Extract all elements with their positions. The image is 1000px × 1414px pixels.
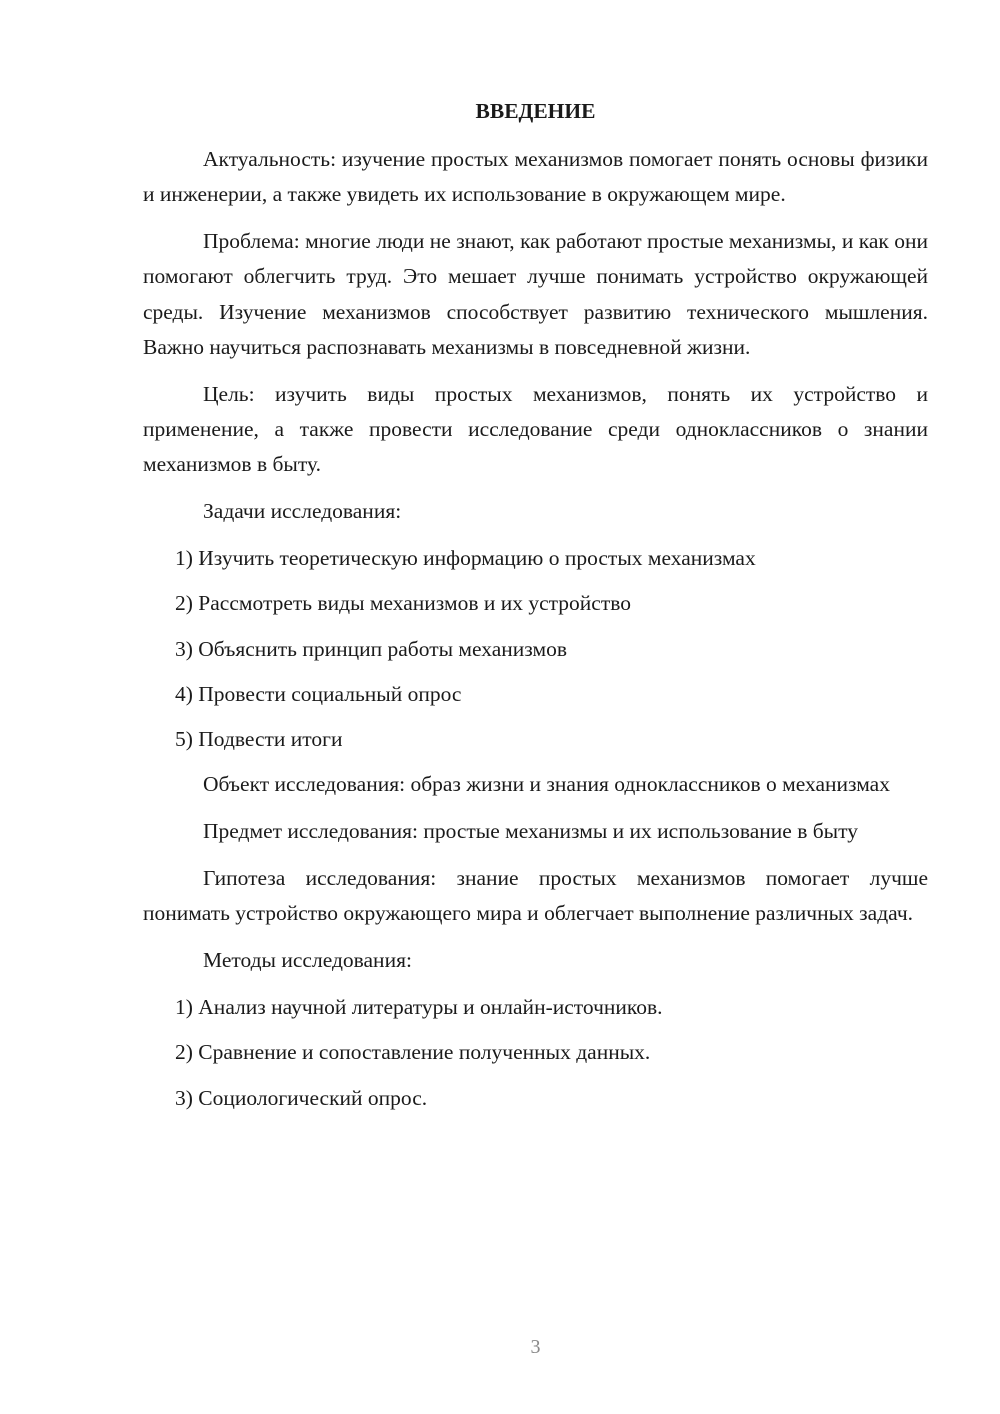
methods-heading: Методы исследования: (203, 948, 412, 973)
subject-paragraph: Предмет исследования: простые механизмы и их использование в быту (203, 819, 858, 844)
list-item: 3) Объяснить принцип работы механизмов (175, 636, 568, 661)
problem-paragraph: Проблема: многие люди не знают, как работают простые механизмы, и как они помогают облегчить труд. Это мешает лучше понимать устройство окружающей среды. Изучение механизмов способствует развитию технического мышления. Важно научиться распознавать механизмы в повседневной жизни. (143, 229, 928, 359)
object-paragraph: Объект исследования: образ жизни и знания одноклассников о механизмах (203, 772, 890, 797)
list-item: 1) Анализ научной литературы и онлайн-источников. (175, 994, 663, 1019)
methods-list (143, 990, 928, 1116)
document-page (143, 0, 928, 1414)
tasks-heading: Задачи исследования: (203, 499, 402, 524)
hypothesis-paragraph: Гипотеза исследования: знание простых механизмов помогает лучше понимать устройство окружающего мира и облегчает выполнение различных задач. (143, 866, 928, 926)
list-item: 5) Подвести итоги (175, 727, 343, 752)
page-title: ВВЕДЕНИЕ (475, 99, 596, 123)
tasks-list (143, 541, 928, 757)
relevance-paragraph: Актуальность: изучение простых механизмов помогает понять основы физики и инженерии, а также увидеть их использование в окружающем мире. (143, 147, 928, 207)
page-number: 3 (530, 1336, 541, 1358)
list-item: 2) Сравнение и сопоставление полученных данных. (175, 1040, 651, 1065)
list-item: 3) Социологический опрос. (175, 1085, 428, 1110)
list-item: 4) Провести социальный опрос (175, 681, 462, 706)
goal-paragraph: Цель: изучить виды простых механизмов, понять их устройство и применение, а также провести исследование среди одноклассников о знании механизмов в быту. (143, 381, 928, 477)
introduction-body (143, 142, 928, 1126)
list-item: 1) Изучить теоретическую информацию о простых механизмах (175, 545, 756, 570)
list-item: 2) Рассмотреть виды механизмов и их устройство (175, 591, 632, 616)
